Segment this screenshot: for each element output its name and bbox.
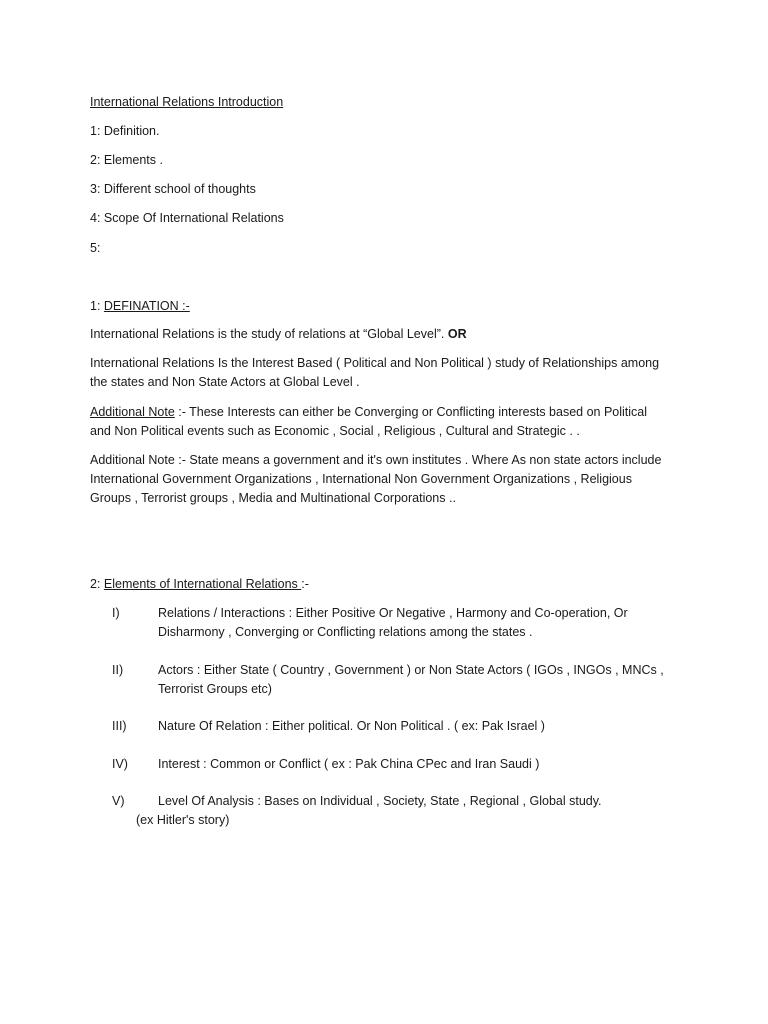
definition-heading: DEFINATION :- [103, 299, 190, 313]
definition-prefix: 1: [90, 299, 104, 313]
element-5-number: V) [112, 794, 125, 808]
element-1-number: I) [112, 606, 120, 620]
toc-item-2: 2: Elements . [90, 153, 163, 167]
definition-paragraph-1 [90, 325, 467, 343]
additional-note-2-line3: Groups , Terrorist groups , Media and Multinational Corporations .. [90, 491, 456, 505]
additional-note-1-text: :- These Interests can either be Converging or Conflicting interests based on Political [174, 405, 648, 419]
additional-note-2-line1: Additional Note :- State means a government and it's own institutes . Where As non state actors include [90, 453, 662, 467]
additional-note-1-label: Additional Note [90, 405, 175, 419]
doc-title: International Relations Introduction [90, 95, 284, 109]
element-4-line1: Interest : Common or Conflict ( ex : Pak China CPec and Iran Saudi ) [158, 757, 540, 771]
element-4-number: IV) [112, 757, 128, 771]
additional-note-1-line1 [90, 403, 647, 421]
element-1-line1: Relations / Interactions : Either Positive Or Negative , Harmony and Co-operation, Or [158, 606, 628, 620]
element-2-line1: Actors : Either State ( Country , Government ) or Non State Actors ( IGOs , INGOs , MNCs , [158, 663, 664, 677]
toc-item-1: 1: Definition. [90, 124, 160, 138]
elements-prefix: 2: [90, 577, 104, 591]
additional-note-2-line2: International Government Organizations , International Non Government Organizations , Religious [90, 472, 632, 486]
element-3-line1: Nature Of Relation : Either political. Or Non Political . ( ex: Pak Israel ) [158, 719, 545, 733]
definition-heading-line [90, 297, 190, 315]
element-5-line1: Level Of Analysis : Bases on Individual , Society, State , Regional , Global study. [158, 794, 602, 808]
elements-heading-line [90, 575, 309, 593]
elements-suffix: :- [301, 577, 309, 591]
element-5-line2: (ex Hitler's story) [136, 813, 230, 827]
element-2-number: II) [112, 663, 124, 677]
toc-item-4: 4: Scope Of International Relations [90, 211, 284, 225]
definition-p2-line1: International Relations Is the Interest Based ( Political and Non Political ) study of Relationships among [90, 356, 660, 370]
elements-heading: Elements of International Relations [103, 577, 302, 591]
toc-item-5: 5: [90, 241, 101, 255]
definition-p1-or: OR [447, 327, 467, 341]
element-2-line2: Terrorist Groups etc) [158, 682, 272, 696]
additional-note-1-line2: and Non Political events such as Economic , Social , Religious , Cultural and Strategic . . [90, 424, 580, 438]
toc-item-3: 3: Different school of thoughts [90, 182, 256, 196]
element-3-number: III) [112, 719, 127, 733]
element-1-line2: Disharmony , Converging or Conflicting relations among the states . [158, 625, 533, 639]
definition-p2-line2: the states and Non State Actors at Global Level . [90, 375, 360, 389]
definition-p1-text: International Relations is the study of relations at “Global Level”. [90, 327, 448, 341]
